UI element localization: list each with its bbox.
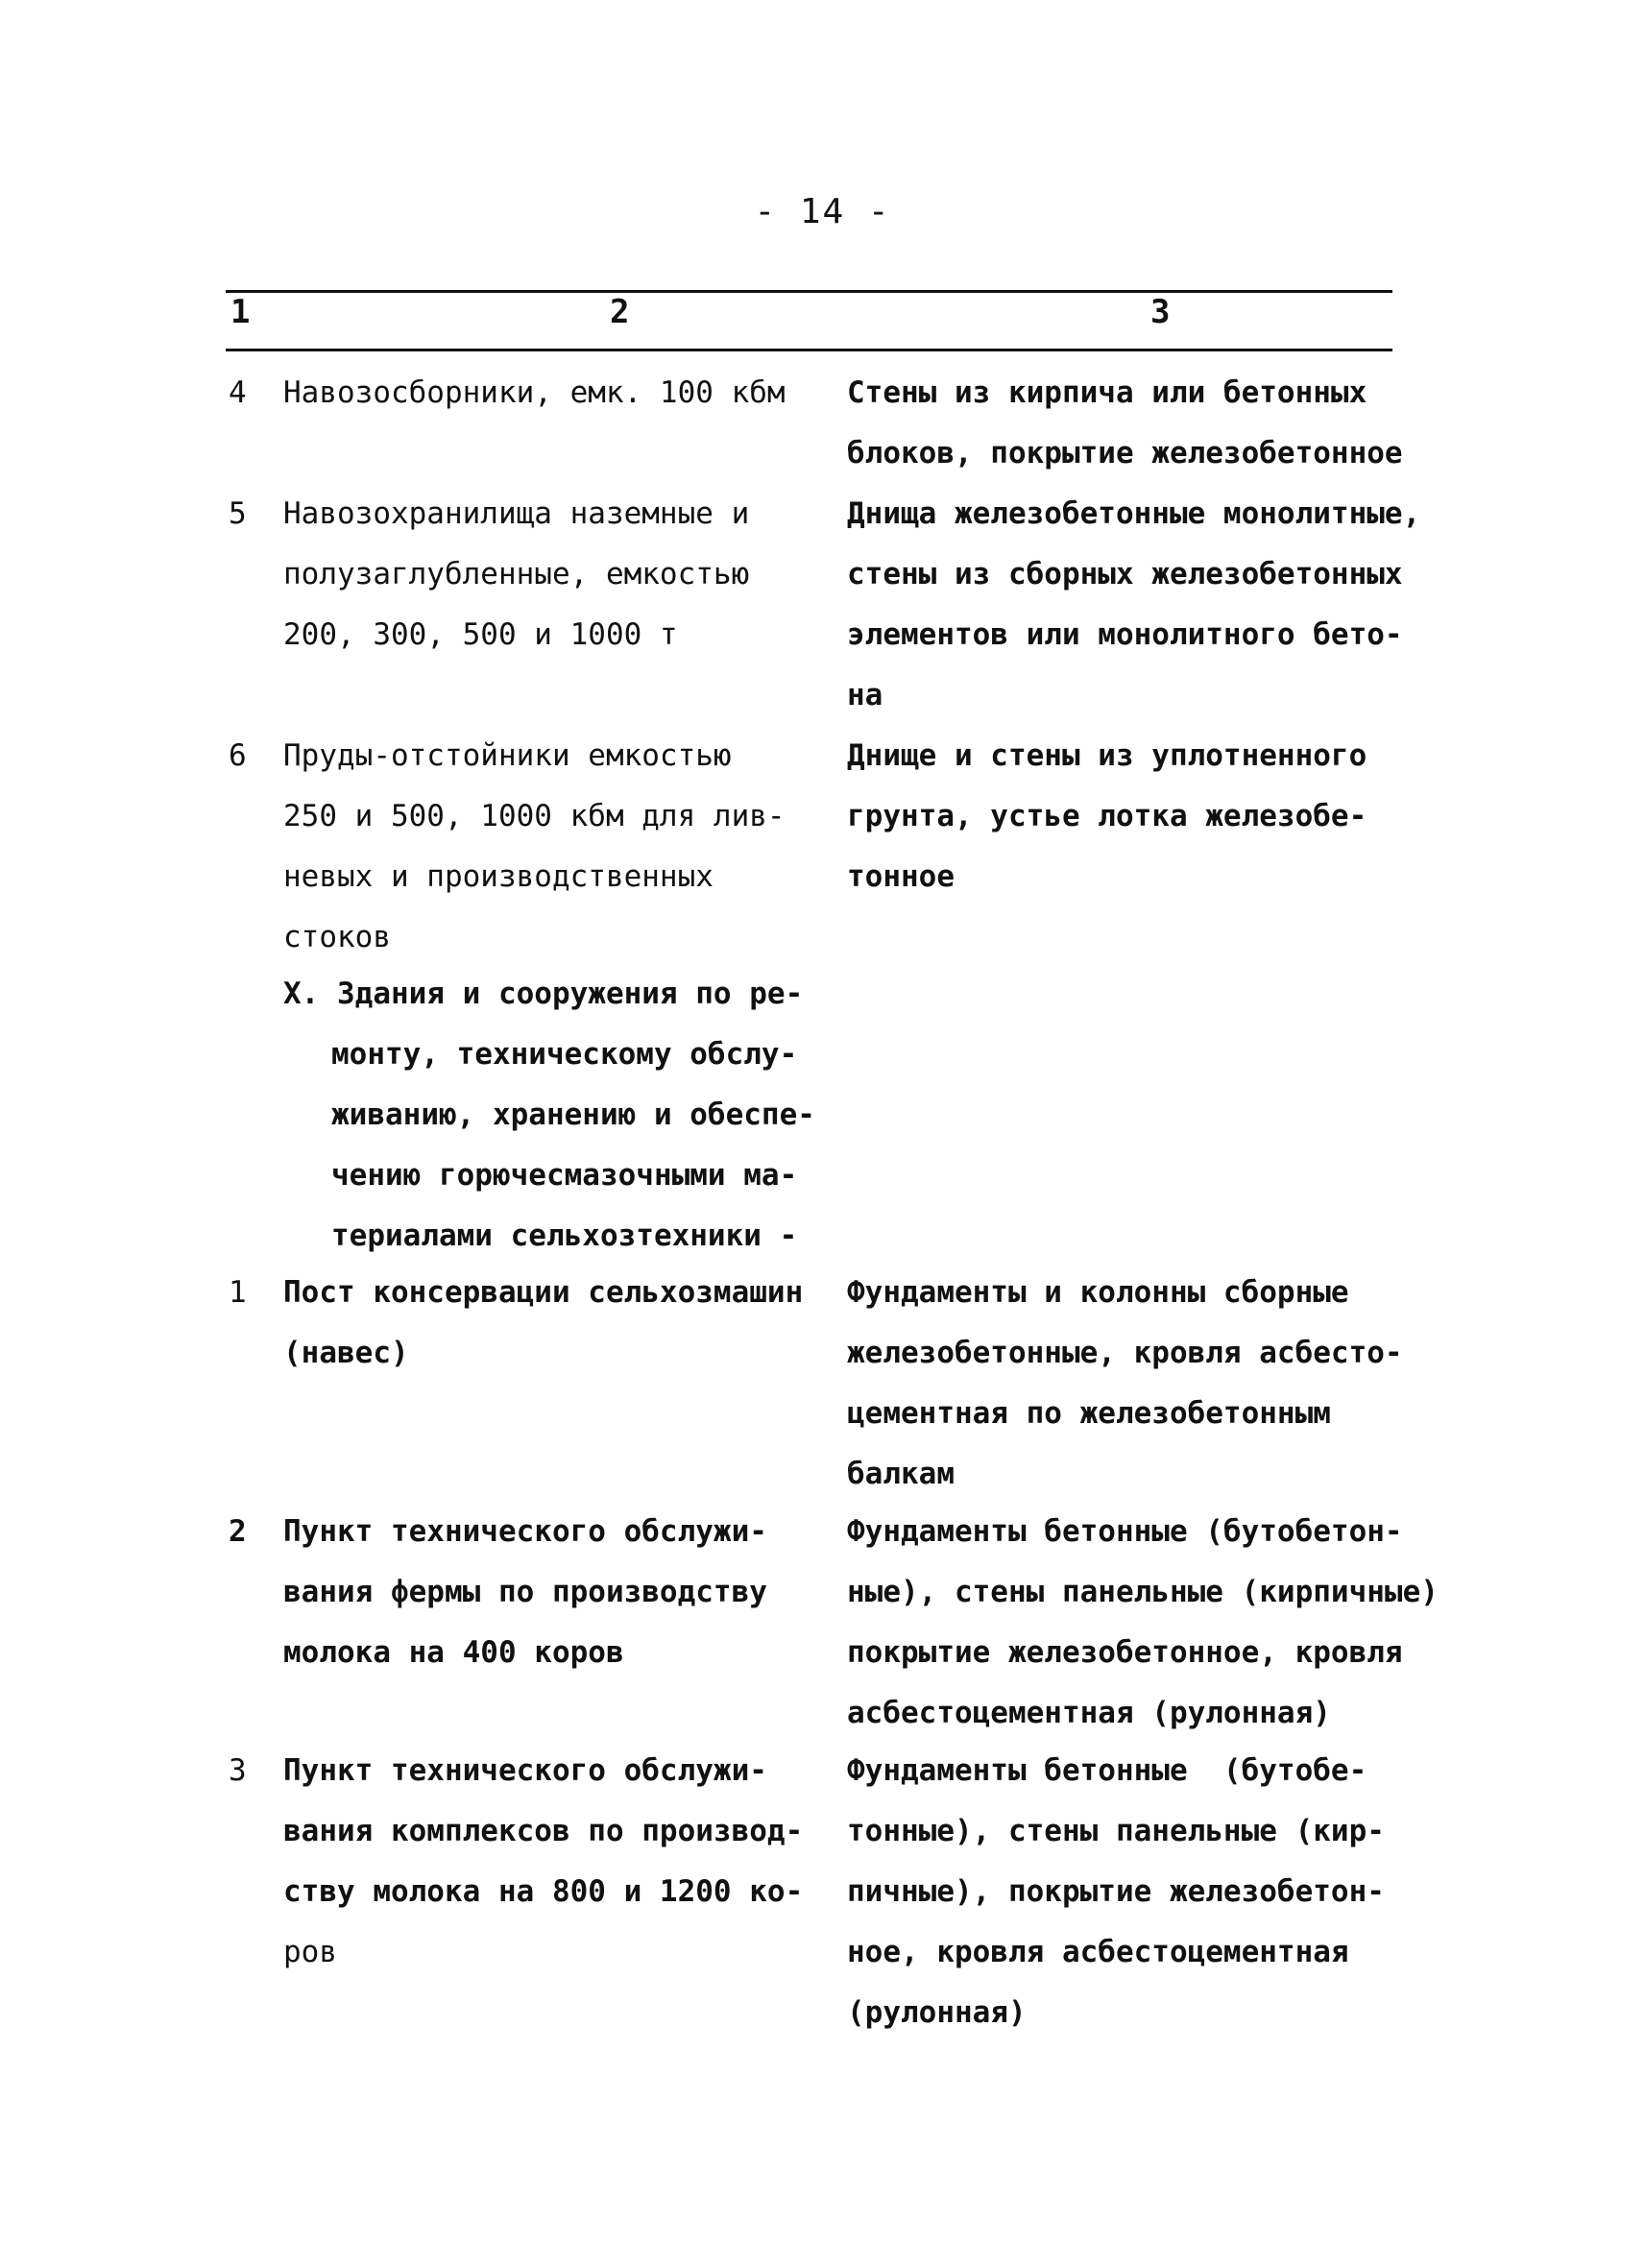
section-heading-line: живанию, хранению и обеспе- <box>331 1098 815 1132</box>
row-description-line: пичные), покрытие железобетон- <box>847 1874 1385 1909</box>
row-description-line: ные), стены панельные (кирпичные) <box>847 1575 1439 1609</box>
row-description-line: на <box>847 678 883 712</box>
row-description-line: тонные), стены панельные (кир- <box>847 1814 1385 1848</box>
row-name-line: вания комплексов по производ- <box>283 1814 804 1848</box>
row-description-line: (рулонная) <box>847 1995 1027 2030</box>
row-description-line: Фундаменты и колонны сборные <box>847 1275 1349 1310</box>
section-heading-line: чению горючесмазочными ма- <box>331 1158 798 1193</box>
row-description-line: ное, кровля асбестоцементная <box>847 1935 1349 1969</box>
row-description-line: балкам <box>847 1457 955 1491</box>
row-description-line: Днище и стены из уплотненного <box>847 738 1367 773</box>
row-description-line: Фундаменты бетонные (бутобетон- <box>847 1514 1403 1549</box>
row-name-line: Пруды-отстойники емкостью <box>283 738 732 773</box>
row-number: 1 <box>229 1275 247 1310</box>
row-description-line: блоков, покрытие железобетонное <box>847 436 1403 470</box>
row-description-line: тонное <box>847 859 955 894</box>
table-header-rule <box>226 349 1392 351</box>
row-name-line: стоков <box>283 920 391 954</box>
section-heading-line: териалами сельхозтехники - <box>331 1218 798 1253</box>
page-number: - 14 - <box>754 192 891 231</box>
row-description-line: Фундаменты бетонные (бутобе- <box>847 1753 1367 1788</box>
row-description-line: грунта, устье лотка железобе- <box>847 799 1367 833</box>
row-description-line: элементов или монолитного бето- <box>847 617 1403 652</box>
table-top-rule <box>226 290 1392 293</box>
section-heading-line: монту, техническому обслу- <box>331 1037 798 1072</box>
row-name-line: Навозохранилища наземные и <box>283 496 750 531</box>
row-name-line: Пункт технического обслужи- <box>283 1753 767 1788</box>
row-name-line: (навес) <box>283 1336 409 1370</box>
row-description-line: Днища железобетонные монолитные, <box>847 496 1421 531</box>
row-description-line: железобетонные, кровля асбесто- <box>847 1336 1403 1370</box>
row-name-line: 200, 300, 500 и 1000 т <box>283 617 678 652</box>
row-number: 6 <box>229 738 247 773</box>
row-description-line: стены из сборных железобетонных <box>847 557 1403 591</box>
row-name-line: Пункт технического обслужи- <box>283 1514 767 1549</box>
row-name-line: 250 и 500, 1000 кбм для лив- <box>283 799 786 833</box>
row-name-line: Пост консервации сельхозмашин <box>283 1275 804 1310</box>
row-description-line: асбестоцементная (рулонная) <box>847 1696 1331 1730</box>
column-header-1: 1 <box>230 293 251 331</box>
row-description-line: цементная по железобетонным <box>847 1396 1331 1431</box>
column-header-3: 3 <box>1150 293 1171 331</box>
row-name-line: полузаглубленные, емкостью <box>283 557 750 591</box>
row-name-line: ству молока на 800 и 1200 ко- <box>283 1874 804 1909</box>
row-name-line: вания фермы по производству <box>283 1575 767 1609</box>
row-name-line: молока на 400 коров <box>283 1635 624 1670</box>
row-name-line: Навозосборники, емк. 100 кбм <box>283 375 786 410</box>
row-description-line: Стены из кирпича или бетонных <box>847 375 1367 410</box>
row-number: 3 <box>229 1753 247 1788</box>
row-number: 2 <box>229 1514 247 1549</box>
row-number: 4 <box>229 375 247 410</box>
row-description-line: покрытие железобетонное, кровля <box>847 1635 1403 1670</box>
section-heading-line: X. Здания и сооружения по ре- <box>283 977 804 1011</box>
row-number: 5 <box>229 496 247 531</box>
row-name-line: невых и производственных <box>283 859 714 894</box>
column-header-2: 2 <box>610 293 630 331</box>
row-name-line: ров <box>283 1935 337 1969</box>
